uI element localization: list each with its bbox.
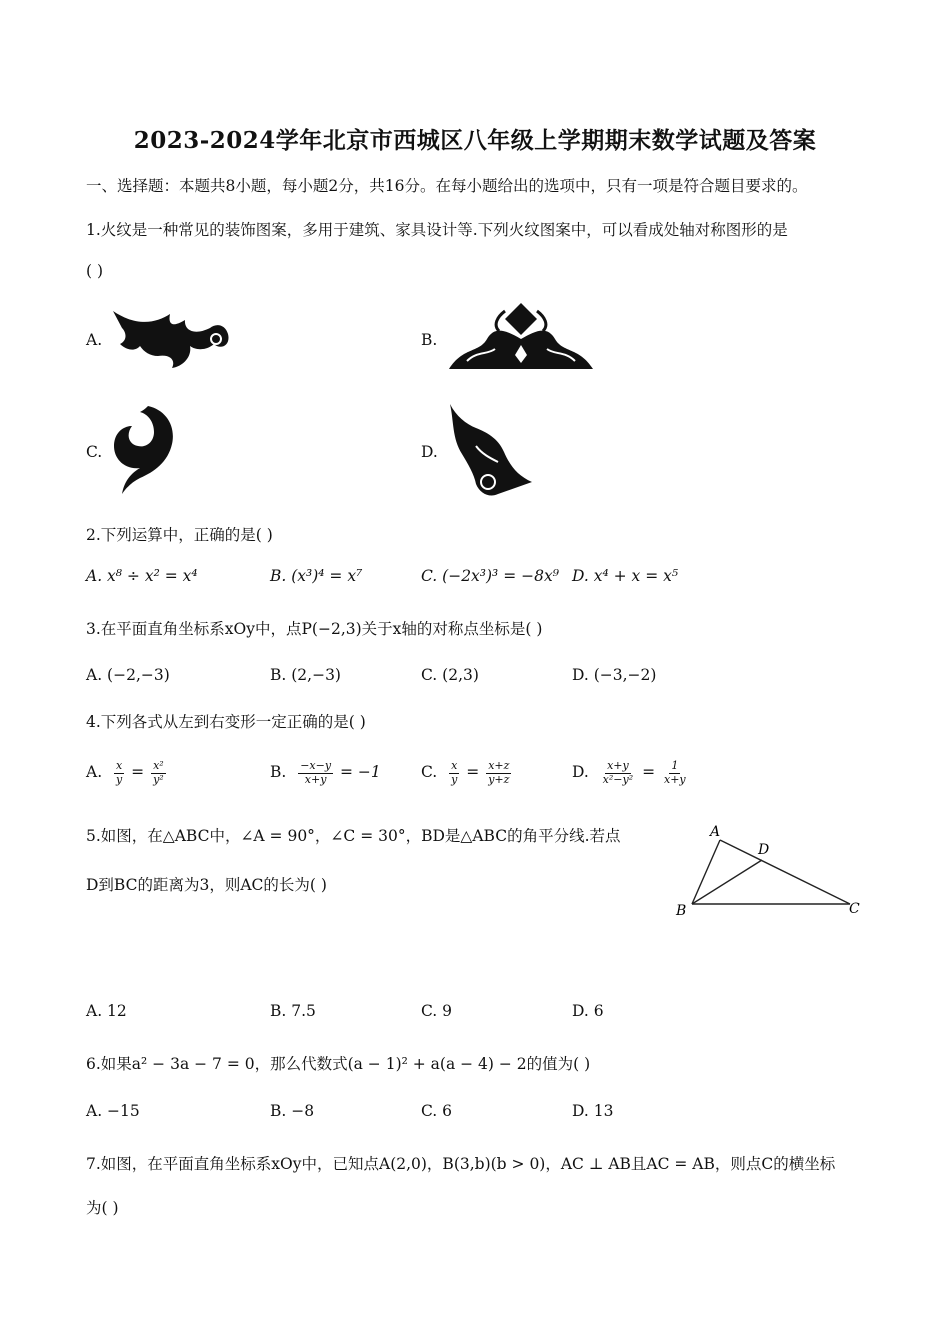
q2-option-a[interactable]: A. x⁸ ÷ x² = x⁴ bbox=[86, 567, 198, 585]
section-heading: 一、选择题：本题共8小题，每小题2分，共16分。在每小题给出的选项中，只有一项是符合题目要求的。 bbox=[86, 177, 808, 195]
q3-stem: 3.在平面直角坐标系xOy中，点P(−2,3)关于x轴的对称点坐标是( ) bbox=[86, 620, 543, 638]
q4-b-left-fraction: $\frac{-x-y}{x+y}$ bbox=[300, 759, 332, 786]
fire-pattern-a-image bbox=[110, 306, 235, 371]
q4-a-left-fraction: $\frac{x}{y}$ bbox=[115, 759, 123, 786]
q3-option-d[interactable]: D. (−3,−2) bbox=[572, 666, 657, 684]
q4-a-right-fraction: $\frac{\text{x²}}{\text{y²}}$ bbox=[153, 759, 164, 786]
q3-option-c[interactable]: C. (2,3) bbox=[421, 666, 479, 684]
q6-option-a[interactable]: A. −15 bbox=[86, 1102, 140, 1120]
q4-b-right-value: −1 bbox=[357, 763, 381, 782]
q4-b-equals: = bbox=[339, 763, 353, 782]
q5-stem-line1: 5.如图，在△ABC中，∠A = 90°，∠C = 30°，BD是△ABC的角平分线.若点 bbox=[86, 827, 621, 845]
vertex-a-label: A bbox=[710, 824, 721, 840]
q4-c-equals: = bbox=[466, 763, 480, 782]
q5-option-c[interactable]: C. 9 bbox=[421, 1002, 453, 1020]
q4-option-b-label: B. bbox=[270, 763, 287, 782]
q4-a-equals: = bbox=[131, 763, 145, 782]
q4-c-right-fraction: $\frac{x+z}{y+z}$ bbox=[488, 759, 510, 786]
q6-option-c[interactable]: C. 6 bbox=[421, 1102, 453, 1120]
vertex-c-label: C bbox=[849, 901, 860, 917]
q2-option-d[interactable]: D. x⁴ + x = x⁵ bbox=[572, 567, 679, 585]
fire-pattern-c-image bbox=[110, 404, 180, 496]
q1-stem: 1.火纹是一种常见的装饰图案，多用于建筑、家具设计等.下列火纹图案中，可以看成处轴对称图形的是 bbox=[86, 221, 788, 239]
q3-option-b[interactable]: B. (2,−3) bbox=[270, 666, 341, 684]
q5-option-b[interactable]: B. 7.5 bbox=[270, 1002, 316, 1020]
q1-option-d-label[interactable]: D. bbox=[421, 443, 438, 461]
q4-c-left-fraction: $\frac{x}{y}$ bbox=[451, 759, 458, 786]
q4-option-d-label: D. bbox=[572, 763, 589, 782]
q5-option-a[interactable]: A. 12 bbox=[86, 1002, 127, 1020]
q4-d-equals: = bbox=[642, 763, 656, 782]
q6-option-d[interactable]: D. 13 bbox=[572, 1102, 614, 1120]
q1-paren: ( ) bbox=[86, 262, 104, 280]
q4-option-b[interactable] bbox=[270, 760, 381, 786]
q4-option-a-label: A. bbox=[86, 763, 103, 782]
q5-stem-line2: D到BC的距离为3，则AC的长为( ) bbox=[86, 876, 327, 894]
triangle-abc-diagram bbox=[672, 822, 867, 922]
q4-stem: 4.下列各式从左到右变形一定正确的是( ) bbox=[86, 713, 366, 731]
q6-stem: 6.如果a² − 3a − 7 = 0，那么代数式(a − 1)² + a(a − 4) − 2的值为( ) bbox=[86, 1055, 591, 1073]
q4-d-left-fraction: $\frac{x+y}{\text{x²−y²}}$ bbox=[602, 759, 634, 786]
page-title: 2023-2024学年北京市西城区八年级上学期期末数学试题及答案 bbox=[133, 127, 817, 154]
q3-option-a[interactable]: A. (−2,−3) bbox=[86, 666, 170, 684]
q1-option-a-label[interactable]: A. bbox=[86, 331, 103, 349]
q4-option-c[interactable] bbox=[421, 760, 513, 786]
q7-stem-line1: 7.如图，在平面直角坐标系xOy中，已知点A(2,0)，B(3,b)(b > 0)，AC ⊥ AB且AC = AB，则点C的横坐标 bbox=[86, 1155, 836, 1173]
q2-option-b[interactable]: B. (x³)⁴ = x⁷ bbox=[270, 567, 363, 585]
q5-option-d[interactable]: D. 6 bbox=[572, 1002, 604, 1020]
q1-option-b-label[interactable]: B. bbox=[421, 331, 438, 349]
q6-option-b[interactable]: B. −8 bbox=[270, 1102, 315, 1120]
q2-option-c[interactable]: C. (−2x³)³ = −8x⁹ bbox=[421, 567, 559, 585]
q2-stem: 2.下列运算中，正确的是( ) bbox=[86, 526, 273, 544]
q4-option-c-label: C. bbox=[421, 763, 438, 782]
q4-option-a[interactable] bbox=[86, 760, 168, 786]
q7-stem-line2: 为( ) bbox=[86, 1199, 119, 1217]
q4-option-d[interactable] bbox=[572, 760, 690, 786]
q4-d-right-fraction: $\frac{1}{x+y}$ bbox=[664, 759, 686, 786]
fire-pattern-b-image bbox=[447, 301, 595, 373]
point-d-label: D bbox=[758, 842, 770, 858]
vertex-b-label: B bbox=[676, 903, 687, 919]
q1-option-c-label[interactable]: C. bbox=[86, 443, 103, 461]
fire-pattern-d-image bbox=[446, 402, 536, 500]
